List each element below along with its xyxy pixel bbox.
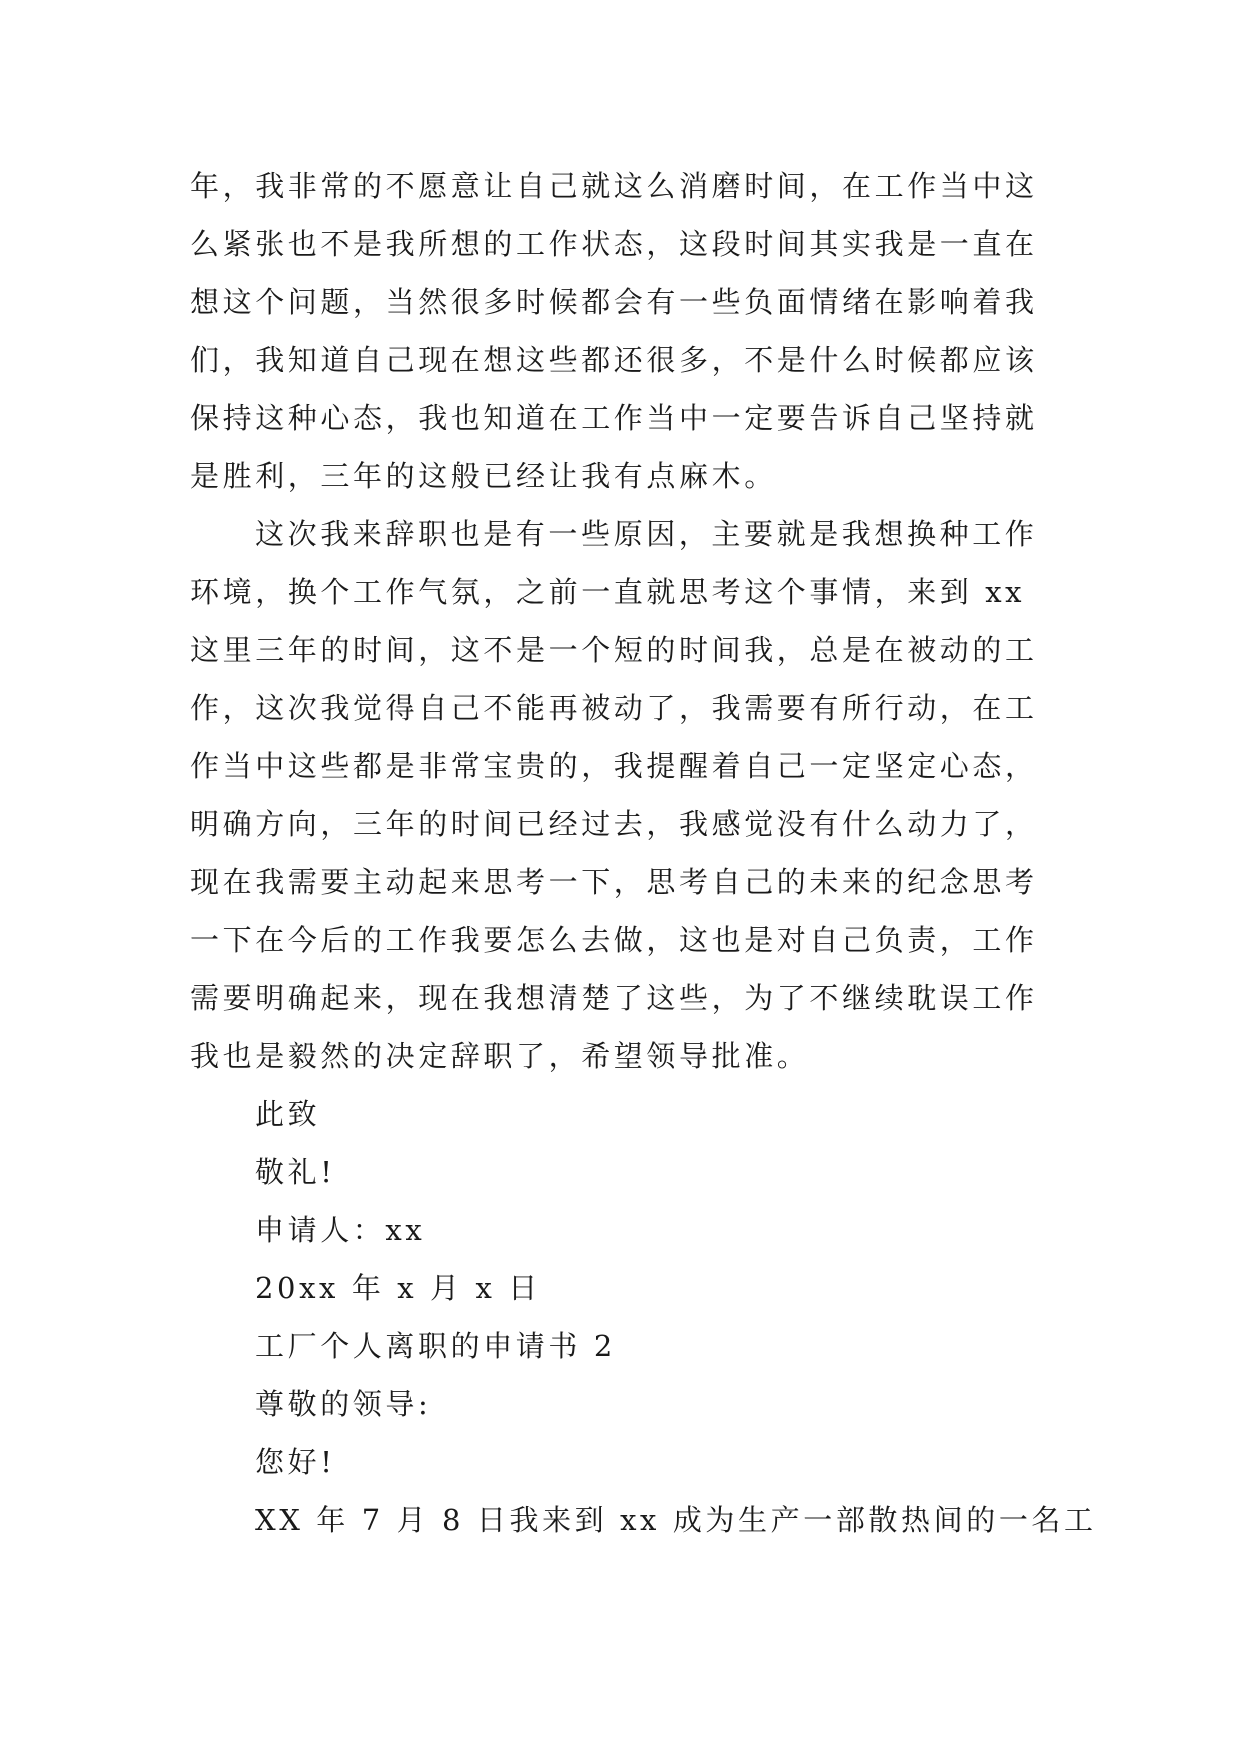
- greeting-text: 尊敬的领导:: [255, 1387, 432, 1421]
- text-line: 们，我知道自己现在想这些都还很多，不是什么时候都应该: [190, 343, 1038, 377]
- text-line: XX 年 7 月 8 日我来到 xx 成为生产一部散热间的一名工: [255, 1503, 1097, 1537]
- text-line: 想这个问题，当然很多时候都会有一些负面情绪在影响着我: [190, 285, 1038, 319]
- salute-text: 敬礼!: [255, 1155, 336, 1189]
- text-line: 作当中这些都是非常宝贵的，我提醒着自己一定坚定心态，: [190, 749, 1038, 783]
- text-line: 是胜利，三年的这般已经让我有点麻木。: [190, 459, 777, 493]
- text-line: 需要明确起来，现在我想清楚了这些，为了不继续耽误工作: [190, 981, 1038, 1015]
- hello-text: 您好!: [255, 1445, 336, 1479]
- section-title: 工厂个人离职的申请书 2: [255, 1329, 616, 1363]
- closing-text: 此致: [255, 1097, 321, 1131]
- text-line: 这里三年的时间，这不是一个短的时间我，总是在被动的工: [190, 633, 1038, 667]
- text-line: 作，这次我觉得自己不能再被动了，我需要有所行动，在工: [190, 691, 1038, 725]
- text-line: 这次我来辞职也是有一些原因，主要就是我想换种工作: [255, 517, 1038, 551]
- text-line: 环境，换个工作气氛，之前一直就思考这个事情，来到 xx: [190, 575, 1026, 609]
- date-text: 20xx 年 x 月 x 日: [255, 1271, 541, 1305]
- text-line: 年，我非常的不愿意让自己就这么消磨时间，在工作当中这: [190, 169, 1038, 203]
- applicant-text: 申请人：xx: [255, 1213, 426, 1247]
- text-line: 保持这种心态，我也知道在工作当中一定要告诉自己坚持就: [190, 401, 1038, 435]
- text-line: 么紧张也不是我所想的工作状态，这段时间其实我是一直在: [190, 227, 1038, 261]
- text-line: 我也是毅然的决定辞职了，希望领导批准。: [190, 1039, 810, 1073]
- text-line: 现在我需要主动起来思考一下，思考自己的未来的纪念思考: [190, 865, 1038, 899]
- text-line: 明确方向，三年的时间已经过去，我感觉没有什么动力了，: [190, 807, 1038, 841]
- text-line: 一下在今后的工作我要怎么去做，这也是对自己负责，工作: [190, 923, 1038, 957]
